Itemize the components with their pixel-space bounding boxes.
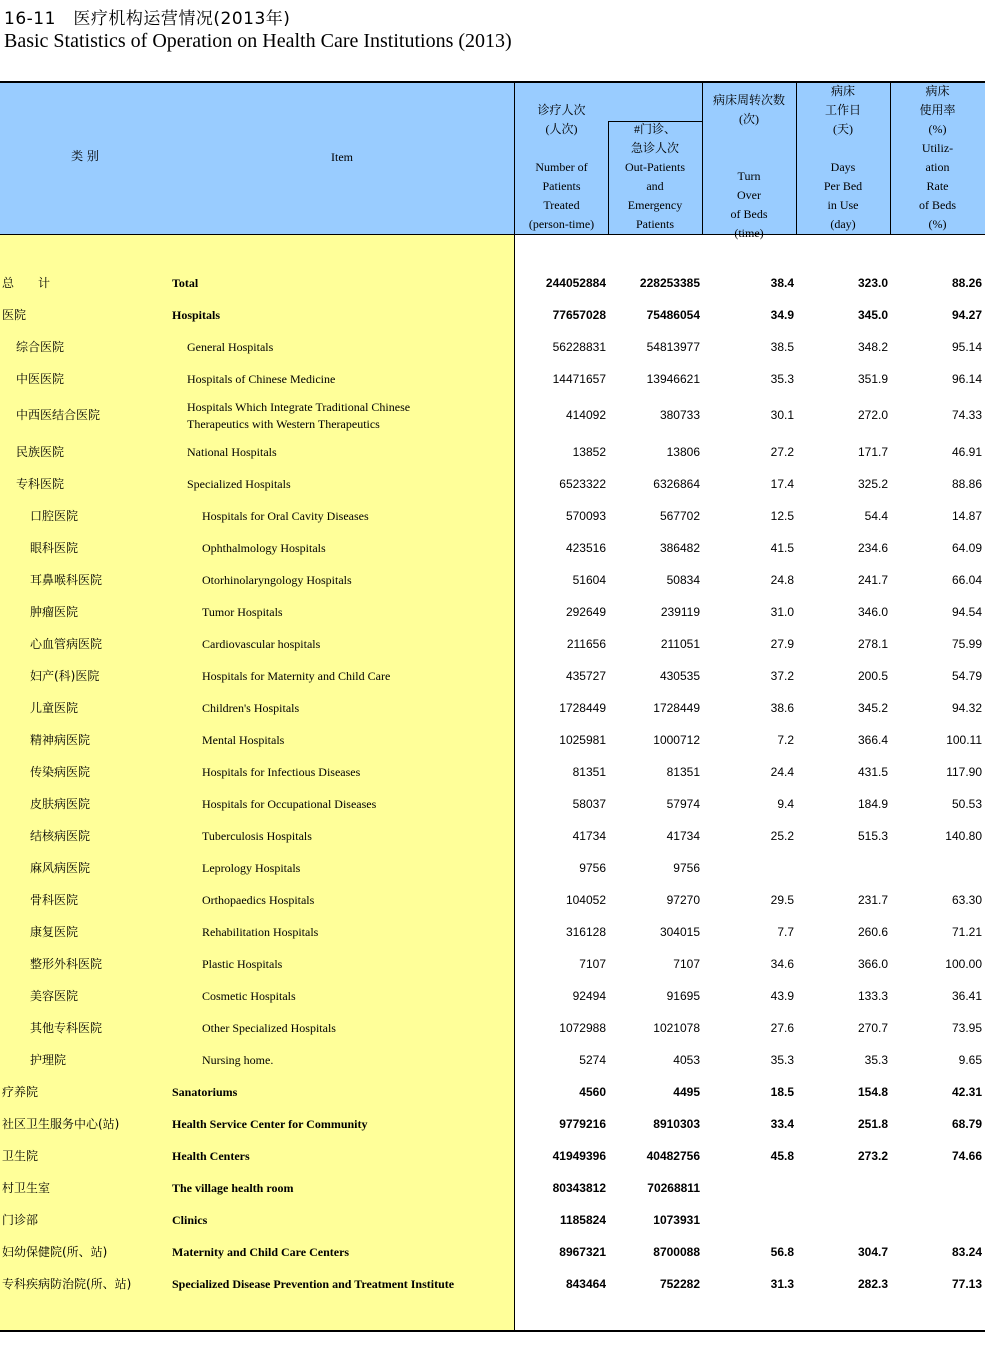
cell-bed-turnover: 35.3	[770, 1053, 794, 1067]
row-item-english: Rehabilitation Hospitals	[202, 924, 319, 939]
cell-bed-turnover: 17.4	[770, 477, 794, 491]
cell-outpatients: 70268811	[647, 1181, 700, 1195]
cell-outpatients: 13946621	[646, 372, 700, 386]
row-category-chinese: 美容医院	[30, 989, 79, 1003]
cell-utilization-rate: 74.66	[951, 1149, 982, 1163]
cell-bed-turnover	[702, 1204, 794, 1236]
row-item-english: Ophthalmology Hospitals	[202, 540, 326, 555]
cell-utilization-rate: 88.86	[951, 477, 982, 491]
cell-utilization-rate: 64.09	[951, 541, 982, 555]
cell-utilization-rate: 77.13	[951, 1277, 982, 1291]
cell-utilization-rate	[890, 1204, 982, 1236]
cell-utilization-rate: 74.33	[951, 408, 982, 422]
cell-utilization-rate: 96.14	[951, 372, 982, 386]
cell-patients-treated: 211656	[566, 637, 606, 651]
cell-days-per-bed: 431.5	[857, 765, 888, 779]
cell-outpatients: 211051	[660, 637, 700, 651]
table-row	[0, 756, 985, 788]
cell-outpatients: 1000712	[653, 733, 700, 747]
row-item-english: Tumor Hospitals	[202, 604, 283, 619]
cell-patients-treated: 7107	[579, 957, 606, 971]
cell-days-per-bed: 278.1	[857, 637, 888, 651]
row-item-english: Children's Hospitals	[202, 700, 300, 715]
cell-bed-turnover: 24.4	[770, 765, 794, 779]
row-category-chinese: 卫生院	[2, 1149, 39, 1163]
row-category-chinese: 中西医结合医院	[16, 408, 101, 422]
table-row	[0, 331, 985, 363]
row-category-chinese: 综合医院	[16, 340, 65, 354]
cell-bed-turnover: 56.8	[770, 1245, 794, 1259]
cell-utilization-rate: 94.54	[951, 605, 982, 619]
cell-patients-treated: 244052884	[545, 276, 606, 290]
table-row	[0, 1268, 985, 1300]
table-row	[0, 820, 985, 852]
row-item-english: The village health room	[172, 1180, 294, 1195]
cell-days-per-bed: 351.9	[857, 372, 888, 386]
table-row	[0, 1076, 985, 1108]
row-item-english: Total	[172, 275, 199, 290]
row-item-english: Mental Hospitals	[202, 732, 285, 747]
header-patients-treated: 诊疗人次 (人次) Number of Patients Treated (person-time)	[528, 103, 595, 231]
cell-days-per-bed: 345.2	[857, 701, 888, 715]
row-category-chinese: 整形外科医院	[30, 957, 103, 971]
cell-utilization-rate: 88.26	[951, 276, 982, 290]
header-bottom-rule	[0, 234, 985, 235]
cell-patients-treated: 570093	[565, 509, 606, 523]
header-outpatients: #门诊、 急诊人次 Out-Patients and Emergency Patients	[625, 122, 685, 231]
table-row	[0, 299, 985, 331]
row-category-chinese: 麻风病医院	[30, 861, 91, 875]
table-row	[0, 852, 985, 884]
row-category-chinese: 其他专科医院	[30, 1021, 103, 1035]
row-item-english: Hospitals for Infectious Diseases	[202, 764, 361, 779]
cell-patients-treated: 316128	[565, 925, 606, 939]
cell-bed-turnover: 27.9	[770, 637, 794, 651]
table-row	[0, 1236, 985, 1268]
row-category-chinese: 口腔医院	[30, 509, 79, 523]
cell-patients-treated: 5274	[579, 1053, 606, 1067]
row-category-chinese: 精神病医院	[30, 733, 91, 747]
cell-bed-turnover: 33.4	[770, 1117, 794, 1131]
cell-utilization-rate: 9.65	[958, 1053, 982, 1067]
cell-bed-turnover: 7.2	[777, 733, 794, 747]
cell-utilization-rate: 100.00	[945, 957, 982, 971]
cell-days-per-bed	[796, 1172, 888, 1204]
cell-patients-treated: 843464	[565, 1277, 606, 1291]
cell-patients-treated: 423516	[565, 541, 606, 555]
table-row	[0, 724, 985, 756]
cell-bed-turnover: 45.8	[770, 1149, 794, 1163]
table-row	[0, 1012, 985, 1044]
cell-patients-treated: 92494	[572, 989, 606, 1003]
cell-outpatients: 75486054	[646, 308, 700, 322]
table-row	[0, 948, 985, 980]
cell-days-per-bed: 304.7	[857, 1245, 888, 1259]
cell-patients-treated: 292649	[565, 605, 606, 619]
cell-bed-turnover: 38.4	[770, 276, 794, 290]
cell-bed-turnover: 12.5	[770, 509, 794, 523]
cell-patients-treated: 1025981	[559, 733, 606, 747]
cell-bed-turnover: 43.9	[770, 989, 794, 1003]
cell-utilization-rate	[890, 852, 982, 884]
cell-days-per-bed: 325.2	[857, 477, 888, 491]
cell-outpatients: 1021078	[653, 1021, 700, 1035]
row-category-chinese: 门诊部	[2, 1213, 39, 1227]
table-row	[0, 468, 985, 500]
cell-bed-turnover: 34.6	[770, 957, 794, 971]
cell-days-per-bed: 282.3	[857, 1277, 888, 1291]
cell-bed-turnover: 27.2	[770, 445, 794, 459]
table-row	[0, 564, 985, 596]
cell-patients-treated: 414092	[565, 408, 606, 422]
table-row	[0, 692, 985, 724]
cell-utilization-rate: 42.31	[951, 1085, 982, 1099]
row-category-chinese: 医院	[2, 308, 27, 322]
cell-patients-treated: 8967321	[559, 1245, 606, 1259]
row-item-english: Nursing home.	[202, 1052, 274, 1067]
row-item-english: Hospitals for Occupational Diseases	[202, 796, 377, 811]
row-category-chinese: 妇产(科)医院	[30, 669, 100, 683]
table-row	[0, 1140, 985, 1172]
cell-utilization-rate: 73.95	[951, 1021, 982, 1035]
row-category-chinese: 骨科医院	[30, 893, 79, 907]
cell-utilization-rate: 50.53	[951, 797, 982, 811]
cell-utilization-rate: 14.87	[951, 509, 982, 523]
cell-patients-treated: 1185824	[559, 1213, 606, 1227]
cell-outpatients: 13806	[666, 445, 700, 459]
table-row	[0, 1204, 985, 1236]
row-item-english: Clinics	[172, 1212, 208, 1227]
table-row	[0, 500, 985, 532]
cell-utilization-rate: 117.90	[946, 765, 982, 779]
row-category-chinese: 儿童医院	[30, 701, 79, 715]
table-row	[0, 916, 985, 948]
header-category: 类 别	[71, 149, 99, 163]
cell-days-per-bed: 348.2	[857, 340, 888, 354]
cell-outpatients: 228253385	[639, 276, 700, 290]
row-category-chinese: 肿瘤医院	[30, 605, 79, 619]
cell-patients-treated: 80343812	[552, 1181, 606, 1195]
row-category-chinese: 耳鼻喉科医院	[30, 573, 103, 587]
cell-days-per-bed: 515.3	[857, 829, 888, 843]
table-title-chinese: 16-11 医疗机构运营情况(2013年)	[4, 9, 291, 29]
row-category-chinese: 传染病医院	[30, 765, 91, 779]
cell-bed-turnover	[702, 1172, 794, 1204]
cell-days-per-bed: 272.0	[857, 408, 888, 422]
cell-utilization-rate: 94.32	[951, 701, 982, 715]
row-category-chinese: 疗养院	[2, 1085, 39, 1099]
row-item-english: Health Service Center for Community	[172, 1116, 368, 1131]
cell-patients-treated: 435727	[565, 669, 606, 683]
table-row	[0, 628, 985, 660]
table-row	[0, 1108, 985, 1140]
table-row	[0, 788, 985, 820]
cell-utilization-rate: 95.14	[951, 340, 982, 354]
cell-patients-treated: 56228831	[552, 340, 606, 354]
cell-bed-turnover: 7.7	[777, 925, 794, 939]
cell-days-per-bed: 234.6	[857, 541, 888, 555]
cell-days-per-bed: 345.0	[857, 308, 888, 322]
cell-days-per-bed: 251.8	[857, 1117, 888, 1131]
row-item-english: Cardiovascular hospitals	[202, 636, 321, 651]
cell-utilization-rate: 100.11	[946, 733, 982, 747]
cell-utilization-rate: 94.27	[951, 308, 982, 322]
cell-outpatients: 54813977	[646, 340, 700, 354]
table-row	[0, 660, 985, 692]
header-days-per-bed: 病床 工作日 (天) Days Per Bed in Use (day)	[823, 84, 863, 231]
row-item-english: Hospitals for Oral Cavity Diseases	[202, 508, 369, 523]
row-item-english: Cosmetic Hospitals	[202, 988, 296, 1003]
cell-days-per-bed: 35.3	[864, 1053, 888, 1067]
cell-patients-treated: 9756	[579, 861, 606, 875]
cell-utilization-rate: 75.99	[951, 637, 982, 651]
row-item-english: Hospitals	[172, 307, 221, 322]
cell-bed-turnover: 34.9	[770, 308, 794, 322]
cell-days-per-bed	[796, 1204, 888, 1236]
cell-days-per-bed: 154.8	[857, 1085, 888, 1099]
cell-utilization-rate	[890, 1172, 982, 1204]
cell-outpatients: 4053	[673, 1053, 700, 1067]
cell-utilization-rate: 68.79	[951, 1117, 982, 1131]
cell-patients-treated: 41734	[572, 829, 606, 843]
cell-outpatients: 91695	[666, 989, 700, 1003]
cell-bed-turnover: 29.5	[770, 893, 794, 907]
table-row	[0, 395, 985, 436]
cell-outpatients: 1073931	[653, 1213, 700, 1227]
header-bed-turnover: 病床周转次数 (次) Turn Over of Beds (time)	[712, 93, 785, 240]
cell-bed-turnover: 25.2	[770, 829, 794, 843]
table-row	[0, 267, 985, 299]
cell-outpatients: 430535	[659, 669, 700, 683]
row-item-english: Otorhinolaryngology Hospitals	[202, 572, 352, 587]
cell-days-per-bed: 366.0	[857, 957, 888, 971]
cell-patients-treated: 1072988	[559, 1021, 606, 1035]
cell-outpatients: 380733	[659, 408, 700, 422]
table-row	[0, 532, 985, 564]
row-category-chinese: 眼科医院	[30, 541, 79, 555]
row-item-english: Hospitals for Maternity and Child Care	[202, 668, 391, 683]
cell-utilization-rate: 54.79	[951, 669, 982, 683]
row-item-english: Plastic Hospitals	[202, 956, 283, 971]
statistics-table	[0, 81, 985, 1332]
cell-outpatients: 7107	[673, 957, 700, 971]
cell-outpatients: 8700088	[653, 1245, 700, 1259]
cell-outpatients: 304015	[659, 925, 700, 939]
cell-outpatients: 97270	[666, 893, 700, 907]
cell-outpatients: 752282	[659, 1277, 700, 1291]
cell-bed-turnover: 38.6	[770, 701, 794, 715]
row-category-chinese: 妇幼保健院(所、站)	[2, 1245, 108, 1259]
table-row	[0, 1172, 985, 1204]
row-category-chinese: 总 计	[2, 276, 51, 290]
cell-patients-treated: 9779216	[559, 1117, 606, 1131]
cell-bed-turnover: 31.3	[770, 1277, 794, 1291]
cell-utilization-rate: 63.30	[951, 893, 982, 907]
row-category-chinese: 结核病医院	[30, 829, 91, 843]
row-item-english: Other Specialized Hospitals	[202, 1020, 336, 1035]
cell-bed-turnover: 38.5	[770, 340, 794, 354]
table-row	[0, 363, 985, 395]
cell-days-per-bed: 346.0	[857, 605, 888, 619]
cell-utilization-rate: 140.80	[945, 829, 982, 843]
cell-patients-treated: 14471657	[552, 372, 606, 386]
cell-outpatients: 50834	[666, 573, 700, 587]
cell-bed-turnover: 30.1	[770, 408, 794, 422]
cell-outpatients: 81351	[666, 765, 700, 779]
table-row	[0, 980, 985, 1012]
cell-bed-turnover: 18.5	[770, 1085, 794, 1099]
cell-utilization-rate: 66.04	[951, 573, 982, 587]
cell-days-per-bed: 273.2	[857, 1149, 888, 1163]
row-item-english: Sanatoriums	[172, 1084, 238, 1099]
cell-outpatients: 8910303	[653, 1117, 700, 1131]
row-item-english: Leprology Hospitals	[202, 860, 301, 875]
row-category-chinese: 村卫生室	[2, 1181, 51, 1195]
cell-days-per-bed: 200.5	[857, 669, 888, 683]
cell-outpatients: 239119	[660, 605, 700, 619]
cell-patients-treated: 1728449	[559, 701, 606, 715]
cell-outpatients: 386482	[659, 541, 700, 555]
row-item-english: National Hospitals	[187, 444, 277, 459]
cell-bed-turnover: 41.5	[770, 541, 794, 555]
row-item-english: Specialized Disease Prevention and Treatment Institute	[172, 1276, 455, 1291]
row-category-chinese: 专科疾病防治院(所、站)	[2, 1277, 132, 1291]
row-item-english: Maternity and Child Care Centers	[172, 1244, 350, 1259]
cell-patients-treated: 41949396	[552, 1149, 606, 1163]
cell-patients-treated: 77657028	[552, 308, 606, 322]
cell-bed-turnover: 37.2	[770, 669, 794, 683]
table-row	[0, 1044, 985, 1076]
cell-patients-treated: 58037	[572, 797, 606, 811]
row-item-english: Hospitals of Chinese Medicine	[187, 371, 336, 386]
cell-outpatients: 1728449	[653, 701, 700, 715]
cell-outpatients: 57974	[666, 797, 700, 811]
cell-outpatients: 6326864	[653, 477, 700, 491]
cell-days-per-bed: 171.7	[857, 445, 888, 459]
row-item-english: Specialized Hospitals	[187, 476, 291, 491]
bottom-rule	[0, 1330, 985, 1332]
table-row	[0, 884, 985, 916]
cell-days-per-bed: 366.4	[857, 733, 888, 747]
cell-utilization-rate: 71.21	[951, 925, 982, 939]
row-category-chinese: 心血管病医院	[30, 637, 103, 651]
cell-bed-turnover: 27.6	[770, 1021, 794, 1035]
table-title-english: Basic Statistics of Operation on Health Care Institutions (2013)	[4, 30, 512, 52]
row-category-chinese: 康复医院	[30, 925, 79, 939]
cell-days-per-bed: 323.0	[857, 276, 888, 290]
cell-patients-treated: 51604	[572, 573, 606, 587]
row-category-chinese: 皮肤病医院	[30, 797, 91, 811]
cell-days-per-bed: 54.4	[864, 509, 888, 523]
cell-days-per-bed: 270.7	[857, 1021, 888, 1035]
cell-patients-treated: 81351	[572, 765, 606, 779]
row-item-english: Orthopaedics Hospitals	[202, 892, 315, 907]
cell-utilization-rate: 46.91	[951, 445, 982, 459]
header-item: Item	[331, 150, 353, 164]
row-category-chinese: 中医医院	[16, 372, 65, 386]
row-item-english: Hospitals Which Integrate Traditional Chinese Therapeutics with Western Therapeutics	[187, 399, 411, 431]
cell-days-per-bed	[796, 852, 888, 884]
cell-days-per-bed: 260.6	[857, 925, 888, 939]
cell-outpatients: 9756	[673, 861, 700, 875]
row-item-english: Tuberculosis Hospitals	[202, 828, 312, 843]
header-utilization-rate: 病床 使用率 (%) Utiliz- ation Rate of Beds (%)	[919, 84, 956, 231]
cell-patients-treated: 13852	[572, 445, 606, 459]
cell-outpatients: 4495	[673, 1085, 700, 1099]
row-category-chinese: 社区卫生服务中心(站)	[2, 1117, 120, 1131]
cell-patients-treated: 6523322	[559, 477, 606, 491]
row-item-english: Health Centers	[172, 1148, 250, 1163]
cell-bed-turnover: 31.0	[770, 605, 794, 619]
row-category-chinese: 民族医院	[16, 445, 65, 459]
table-row	[0, 436, 985, 468]
row-item-english: General Hospitals	[187, 339, 274, 354]
cell-bed-turnover: 9.4	[777, 797, 794, 811]
table-row	[0, 596, 985, 628]
cell-days-per-bed: 241.7	[857, 573, 888, 587]
cell-bed-turnover: 35.3	[770, 372, 794, 386]
row-category-chinese: 专科医院	[16, 477, 65, 491]
cell-patients-treated: 104052	[565, 893, 606, 907]
cell-utilization-rate: 36.41	[951, 989, 982, 1003]
cell-days-per-bed: 133.3	[857, 989, 888, 1003]
cell-days-per-bed: 184.9	[857, 797, 888, 811]
cell-utilization-rate: 83.24	[951, 1245, 982, 1259]
cell-bed-turnover: 24.8	[770, 573, 794, 587]
cell-outpatients: 40482756	[646, 1149, 700, 1163]
row-category-chinese: 护理院	[30, 1053, 67, 1067]
cell-days-per-bed: 231.7	[857, 893, 888, 907]
cell-patients-treated: 4560	[579, 1085, 606, 1099]
cell-outpatients: 41734	[666, 829, 700, 843]
cell-outpatients: 567702	[659, 509, 700, 523]
cell-bed-turnover	[702, 852, 794, 884]
